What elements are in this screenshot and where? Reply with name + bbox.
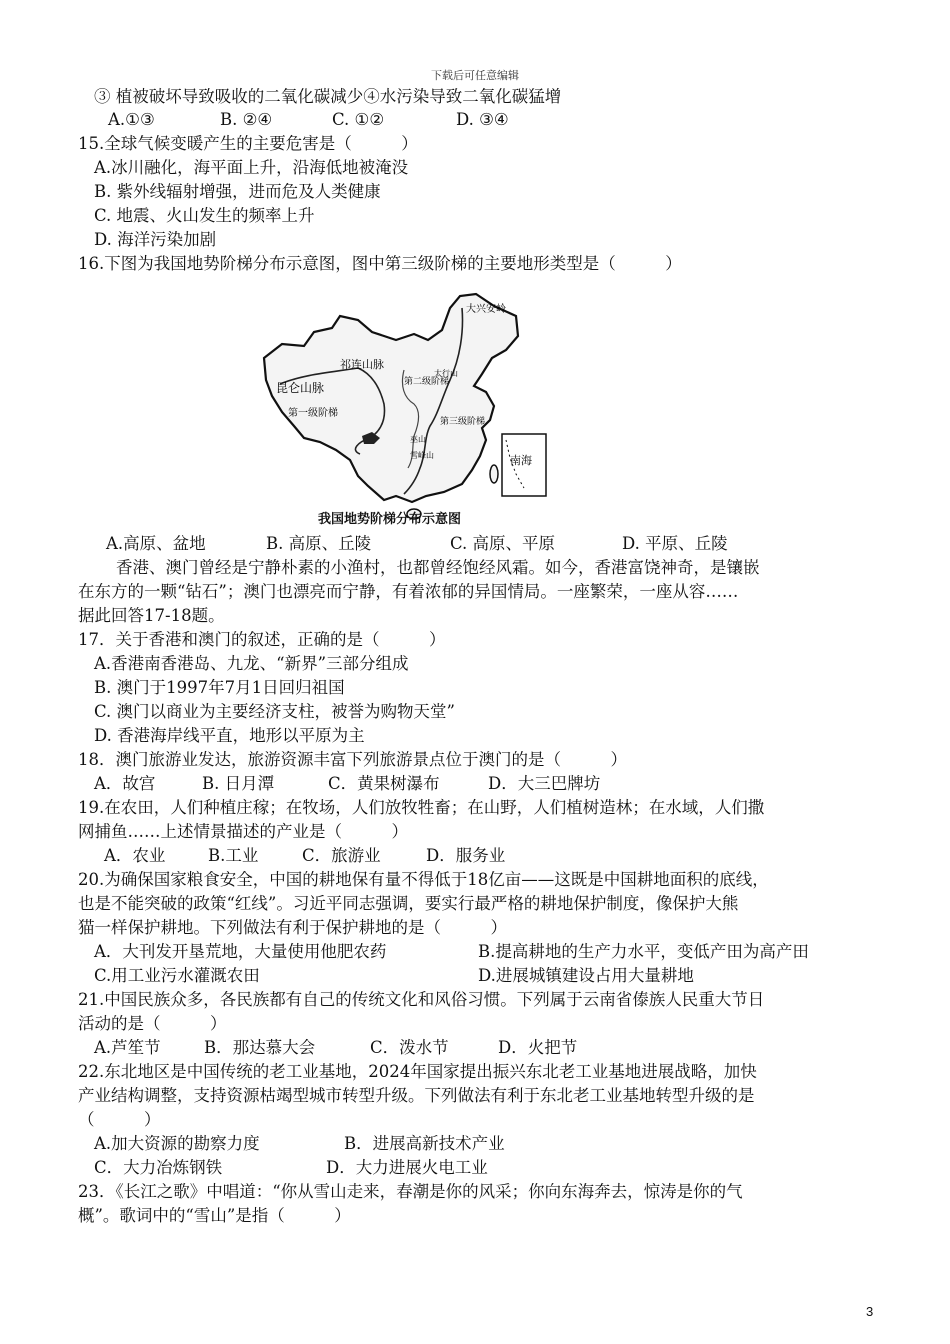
- q17-stem: 17．关于香港和澳门的叙述，正确的是（ ）: [78, 630, 446, 649]
- q20-stem-3: 猫一样保护耕地。下列做法有利于保护耕地的是（ ）: [78, 918, 507, 937]
- china-outline: [264, 294, 518, 502]
- q21-option-d: D．火把节: [498, 1038, 578, 1057]
- q19-stem-1: 19.在农田，人们种植庄稼；在牧场，人们放牧牲畜；在山野，人们植树造林；在水域，人们撒: [78, 798, 765, 817]
- q22-options-row-1: [94, 1133, 505, 1155]
- label-kunlunshanmai: 昆仑山脉: [276, 381, 325, 395]
- q21-options: [94, 1037, 577, 1059]
- q23-stem-2: 概”。歌词中的“雪山”是指（ ）: [78, 1206, 351, 1225]
- label-xuefengshan: 雪峰山: [410, 451, 434, 460]
- label-wushan: 巫山: [410, 435, 426, 444]
- q19-option-d: D．服务业: [426, 846, 506, 865]
- label-second-step: 第二级阶梯: [404, 377, 450, 387]
- q17-option-a: A.香港南香港岛、九龙、“新界”三部分组成: [94, 654, 409, 673]
- page-number: 3: [866, 1304, 874, 1319]
- q19-option-c: C．旅游业: [302, 846, 381, 865]
- q22-options-row-2: [94, 1157, 488, 1179]
- q18-option-c: C．黄果树瀑布: [328, 774, 440, 793]
- q15-option-d: D. 海洋污染加剧: [94, 230, 217, 249]
- q21-option-b: B．那达慕大会: [204, 1038, 316, 1057]
- q15-option-a: A.冰川融化，海平面上升，沿海低地被淹没: [94, 158, 409, 177]
- q14-option-d: D. ③④: [456, 110, 509, 129]
- label-third-step: 第三级阶梯: [440, 417, 486, 427]
- q20-option-b: B.提高耕地的生产力水平，变低产田为高产田: [478, 942, 809, 961]
- q22-option-b: B．进展高新技术产业: [344, 1134, 505, 1153]
- taiwan-island: [490, 465, 498, 483]
- page-header: 下载后可任意编辑: [431, 69, 519, 82]
- q16-option-c: C. 高原、平原: [450, 534, 556, 553]
- label-daxinganling: 大兴安岭: [466, 304, 506, 315]
- passage-line-3: 据此回答17-18题。: [78, 606, 225, 625]
- q22-option-a: A.加大资源的勘察力度: [94, 1134, 260, 1153]
- q17-option-c: C. 澳门以商业为主要经济支柱，被誉为购物天堂”: [94, 702, 455, 721]
- q14-option-b: B. ②④: [220, 110, 273, 129]
- q19-option-a: A．农业: [104, 846, 166, 865]
- q19-stem-2: 网捕鱼……上述情景描述的产业是（ ）: [78, 822, 408, 841]
- q16-options: [106, 533, 728, 555]
- q20-stem-2: 也是不能突破的政策“红线”。习近平同志强调，要实行最严格的耕地保护制度，像保护大熊: [78, 894, 739, 913]
- q18-options: [94, 773, 600, 795]
- q14-option-a: A.①③: [108, 110, 155, 129]
- passage-line-1: 香港、澳门曾经是宁静朴素的小渔村，也都曾经饱经风霜。如今，香港富饶神奇，是镶嵌: [116, 558, 760, 577]
- q16-option-d: D. 平原、丘陵: [622, 534, 728, 553]
- q22-stem-1: 22.东北地区是中国传统的老工业基地，2024年国家提出振兴东北老工业基地进展战略，加快: [78, 1062, 757, 1081]
- q20-option-d: D.进展城镇建设占用大量耕地: [478, 966, 694, 985]
- q19-option-b: B.工业: [208, 846, 259, 865]
- q22-option-c: C．大力冶炼钢铁: [94, 1158, 223, 1177]
- q21-stem-1: 21.中国民族众多，各民族都有自己的传统文化和风俗习惯。下列属于云南省傣族人民重大节日: [78, 990, 765, 1009]
- label-nanhai: 南海: [510, 454, 532, 467]
- map-caption: 我国地势阶梯分布示意图: [318, 512, 462, 527]
- q23-stem-1: 23．《长江之歌》中唱道：“你从雪山走来，春潮是你的风采；你向东海奔去，惊涛是你的气: [78, 1182, 743, 1201]
- label-qilianshanmai: 祁连山脉: [340, 358, 384, 371]
- q20-option-c: C.用工业污水灌溉农田: [94, 966, 260, 985]
- q21-option-c: C．泼水节: [370, 1038, 449, 1057]
- q15-option-b: B. 紫外线辐射增强，进而危及人类健康: [94, 182, 381, 201]
- passage-line-2: 在东方的一颗“钻石”；澳门也漂亮而宁静，有着浓郁的异国情局。一座繁荣，一座从容……: [78, 582, 739, 601]
- q17-option-b: B. 澳门于1997年7月1日回归祖国: [94, 678, 345, 697]
- label-taihangshan: 太行山: [434, 369, 458, 378]
- q20-options-row-2: [94, 965, 694, 987]
- q16-option-b: B. 高原、丘陵: [266, 534, 372, 553]
- q16-option-a: A.高原、盆地: [106, 534, 206, 553]
- q22-stem-2: 产业结构调整，支持资源枯竭型城市转型升级。下列做法有利于东北老工业基地转型升级的是: [78, 1086, 755, 1105]
- china-terrain-map: [254, 288, 554, 530]
- q18-option-b: B. 日月潭: [202, 774, 275, 793]
- label-first-step: 第一级阶梯: [288, 408, 338, 419]
- q17-option-d: D. 香港海岸线平直，地形以平原为主: [94, 726, 365, 745]
- q14-options: [108, 109, 509, 131]
- q16-stem: 16.下图为我国地势阶梯分布示意图，图中第三级阶梯的主要地形类型是（ ）: [78, 254, 682, 273]
- q18-option-a: A．故宫: [94, 774, 156, 793]
- q18-stem: 18．澳门旅游业发达，旅游资源丰富下列旅游景点位于澳门的是（ ）: [78, 750, 627, 769]
- q21-option-a: A.芦笙节: [94, 1038, 161, 1057]
- q22-option-d: D．大力进展火电工业: [326, 1158, 488, 1177]
- q21-stem-2: 活动的是（ ）: [78, 1014, 227, 1033]
- q14-option-c: C. ①②: [332, 110, 385, 129]
- q20-option-a: A．大刊发开垦荒地，大量使用他肥农药: [94, 942, 387, 961]
- terrain-steps-map: [254, 288, 554, 530]
- q22-stem-3: （ ）: [78, 1110, 161, 1129]
- q18-option-d: D．大三巴牌坊: [488, 774, 601, 793]
- q15-option-c: C. 地震、火山发生的频率上升: [94, 206, 315, 225]
- q20-stem-1: 20.为确保国家粮食安全，中国的耕地保有量不得低于18亿亩——这既是中国耕地面积的底线，: [78, 870, 769, 889]
- q20-options-row-1: [94, 941, 809, 963]
- q14-item-3-4: ③ 植被破坏导致吸收的二氧化碳减少④水污染导致二氧化碳猛增: [94, 87, 562, 106]
- q15-stem: 15.全球气候变暖产生的主要危害是（ ）: [78, 134, 418, 153]
- q19-options: [104, 845, 505, 867]
